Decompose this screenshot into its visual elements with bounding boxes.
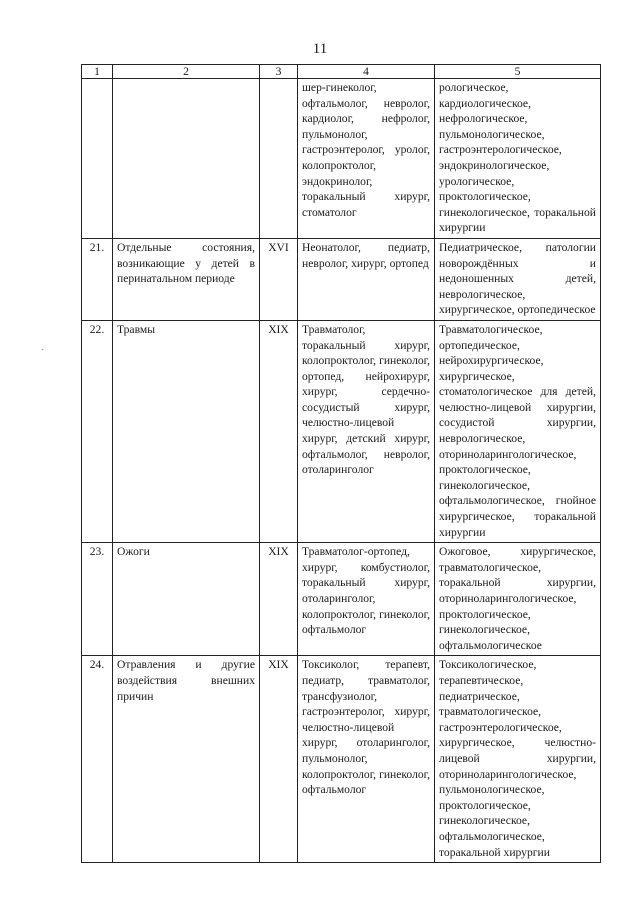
departments-list: Ожоговое, хирургическое, травматологическое, торакальной хирургии, оториноларингологическое, проктологическое, гинекологическое, офтальмологическое [435, 543, 601, 656]
condition-name: Травмы [113, 320, 260, 542]
table-row [82, 79, 601, 239]
header-cell: 5 [435, 65, 601, 79]
table-header-row [82, 65, 601, 79]
condition-name: Отдельные состояния, возникающие у детей в перинатальном периоде [113, 238, 260, 320]
icd-class [260, 79, 298, 239]
specialists-list: Травматолог-ортопед, хирург, комбустиолог, торакальный хирург, отоларинголог, колопроктолог, гинеколог, офтальмолог [298, 543, 435, 656]
condition-name: Ожоги [113, 543, 260, 656]
header-cell: 3 [260, 65, 298, 79]
specialists-list: Неонатолог, педиатр, невролог, хирург, ортопед [298, 238, 435, 320]
condition-name [113, 79, 260, 239]
icd-class: XIX [260, 656, 298, 863]
specialists-list: Травматолог, торакальный хирург, колопроктолог, гинеколог, ортопед, нейрохирург, хирург, сердечно-сосудистый хирург, челюстно-лицевой хирург, детский хирург, офтальмолог, невролог, отоларинголог [298, 320, 435, 542]
row-number [82, 79, 113, 239]
row-number: 23. [82, 543, 113, 656]
icd-class: XIX [260, 320, 298, 542]
header-cell: 4 [298, 65, 435, 79]
document-table [81, 64, 601, 863]
row-number: 24. [82, 656, 113, 863]
condition-name: Отравления и другие воздействия внешних причин [113, 656, 260, 863]
departments-list: рологическое, кардиологическое, нефрологическое, пульмонологическое, гастроэнтерологическое, эндокринологическое, урологическое, проктологическое, гинекологическое, торакальной хирургии [435, 79, 601, 239]
row-number: 21. [82, 238, 113, 320]
table-row [82, 320, 601, 542]
departments-list: Педиатрическое, патологии новорождённых и недоношенных детей, неврологическое, хирургическое, ортопедическое [435, 238, 601, 320]
icd-class: XVI [260, 238, 298, 320]
table-row [82, 656, 601, 863]
table-row [82, 238, 601, 320]
departments-list: Токсикологическое, терапевтическое, педиатрическое, травматологическое, гастроэнтерологическое, хирургическое, челюстно-лицевой хирургии, оториноларингологическое, пульмонологическое, проктологическое, гинекологическое, офтальмологическое, торакальной хирургии [435, 656, 601, 863]
header-cell: 1 [82, 65, 113, 79]
departments-list: Травматологическое, ортопедическое, нейрохирургическое, хирургическое, стоматологическое для детей, челюстно-лицевой хирургии, сосудистой хирургии, неврологическое, оториноларингологическое, проктологическое, гинекологическое, офтальмологическое, гнойное хирургическое, торакальной хирургии [435, 320, 601, 542]
page-number: 11 [312, 41, 328, 57]
icd-class: XIX [260, 543, 298, 656]
specialists-list: шер-гинеколог, офтальмолог, невролог, кардиолог, нефролог, пульмонолог, гастроэнтеролог, уролог, колопроктолог, эндокринолог, торакальный хирург, стоматолог [298, 79, 435, 239]
header-cell: 2 [113, 65, 260, 79]
table-row [82, 543, 601, 656]
margin-mark: · [41, 345, 45, 356]
specialists-list: Токсиколог, терапевт, педиатр, травматолог, трансфузиолог, гастроэнтеролог, хирург, челюстно-лицевой хирург, отоларинголог, пульмонолог, колопроктолог, гинеколог, офтальмолог [298, 656, 435, 863]
row-number: 22. [82, 320, 113, 542]
